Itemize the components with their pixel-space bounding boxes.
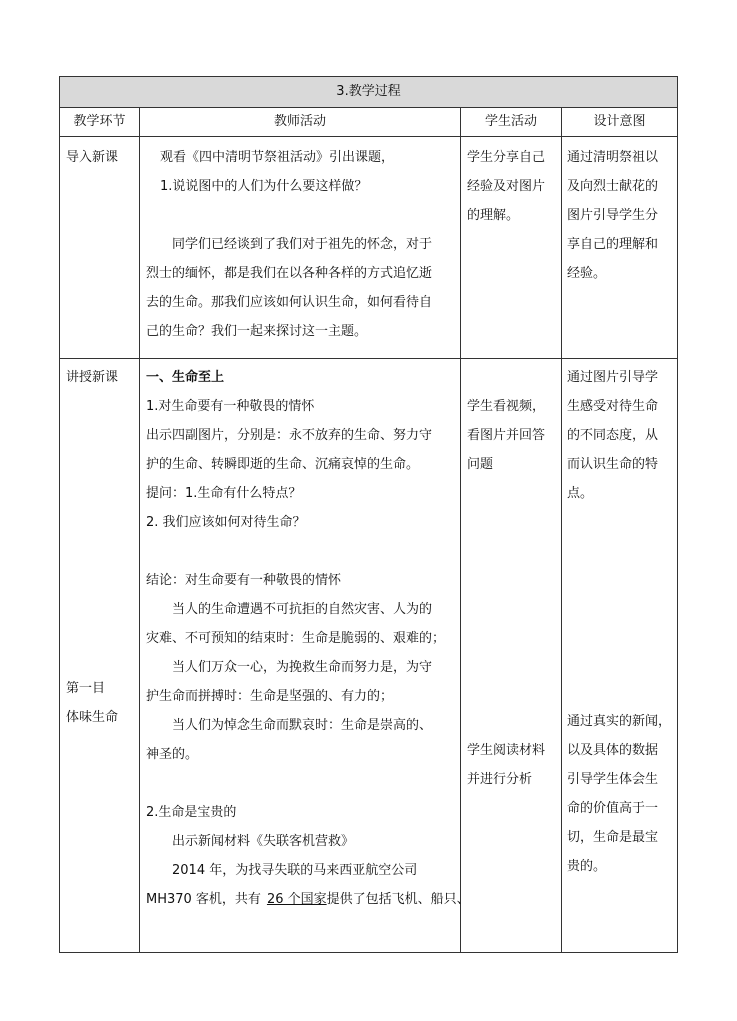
row2-student-activity-a: 学生看视频， 看图片并回答 问题 [467, 399, 546, 472]
row2-stage: 讲授新课 [66, 370, 119, 385]
row2-teacher-activity: 一、生命至上 1.对生命要有一种敬畏的情怀 出示四副图片，分别是：永不放弃的生命、努力守 护的生命、转瞬即逝的生命、沉痛哀悼的生命。 提问：1.生命有什么特点？ 2. 我们应该如何对待生命？ 结论：对生命要有一种敬畏的情怀 当人的生命遭遇不可抗拒的自然灾害、人为的 灾难、不可预知的结束时：生命是脆弱的、艰难的； 当人们万众一心，为挽救生命而努力是，为守 护生命而拼搏时：生命是坚强的、有力的； 当人们为悼念生命而默哀时：生命是崇高的、 神圣的。 2.生命是宝贵的 出示新闻材料《失联客机营救》 2014 年，为找寻失联的马来西亚航空公司 MH370 客机，共有 26 个国家提供了包括飞机、船只、 [146, 363, 470, 914]
row2-student-activity-b: 学生阅读材料 并进行分析 [467, 743, 546, 787]
table-title: 3.教学过程 [60, 77, 677, 108]
row1-design-intent: 通过清明祭祖以 及向烈士献花的 图片引导学生分 享自己的理解和 经验。 [567, 150, 659, 281]
row1-student-activity: 学生分享自己 经验及对图片 的理解。 [467, 150, 546, 223]
header-design: 设计意图 [562, 108, 677, 137]
teaching-process-table [59, 76, 678, 953]
header-teacher: 教师活动 [140, 108, 460, 137]
row2-substage: 第一目 体味生命 [66, 681, 119, 725]
header-stage: 教学环节 [60, 108, 139, 137]
row2-design-intent-a: 通过图片引导学 生感受对待生命 的不同态度，从 而认识生命的特 点。 [567, 370, 659, 501]
row1-teacher-activity: 观看《四中清明节祭祖活动》引出课题， 1.说说图中的人们为什么要这样做？ 同学们已经谈到了我们对于祖先的怀念，对于 烈士的缅怀，都是我们在以各种各样的方式追忆逝 去的生命。那我们应该如何认识生命，如何看待自 己的生命？我们一起来探讨这一主题。 [146, 150, 433, 339]
highlighted-count: 26 个国家 [266, 892, 327, 907]
column-divider [561, 108, 562, 952]
column-divider [139, 108, 140, 952]
last-line: MH370 客机，共有 26 个国家提供了包括飞机、船只、 [146, 892, 470, 907]
row1-stage: 导入新课 [66, 150, 119, 165]
header-student: 学生活动 [461, 108, 561, 137]
row-divider [60, 358, 677, 359]
row2-design-intent-b: 通过真实的新闻， 以及具体的数据 引导学生体会生 命的价值高于一 切，生命是最宝 贵的。 [567, 714, 672, 874]
